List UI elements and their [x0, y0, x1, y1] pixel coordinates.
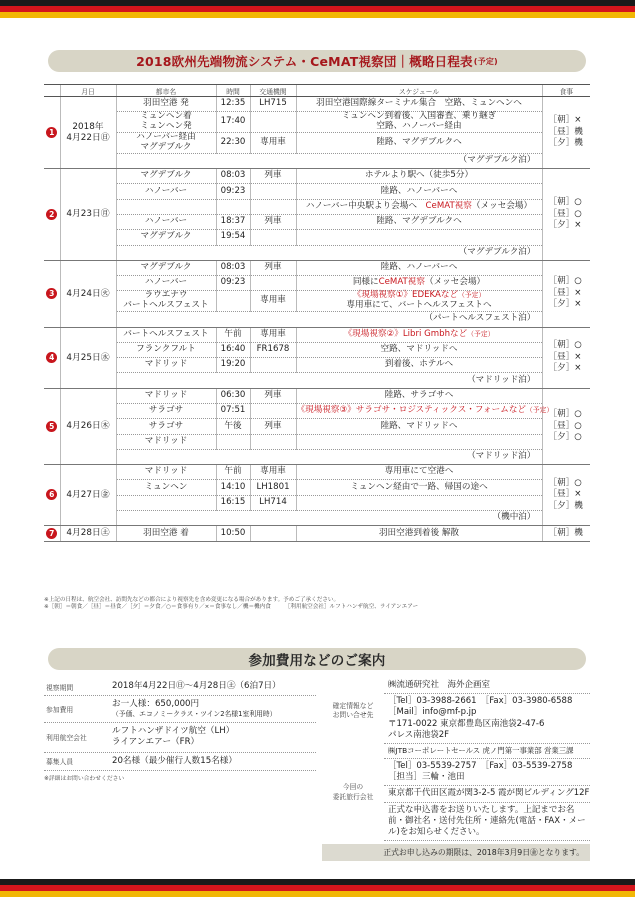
meal-line: ［夕］× — [548, 299, 582, 310]
day-number-badge: 7 — [46, 528, 57, 539]
schedule-line: 専用車にて、バートヘルスフェストへ — [346, 300, 492, 311]
transport-cell: 列車 — [250, 388, 296, 403]
transport-cell — [250, 276, 296, 291]
schedule-row — [44, 169, 590, 184]
schedule-row — [44, 495, 590, 510]
schedule-row — [44, 214, 590, 229]
time-cell: 09:23 — [216, 276, 250, 291]
time-cell: 午前 — [216, 327, 250, 342]
city-cell: マドリッド — [116, 434, 216, 449]
city-cell: マグデブルク — [116, 230, 216, 245]
agency-label-text: 今回の 委託旅行会社 — [332, 783, 374, 801]
note-line: ※上記の日程は、航空会社、訪問先などの都合により視察先を含め変更になる場合があります。予めご了承ください。 — [44, 597, 340, 603]
contact-address-1: 〒171-0022 東京都豊島区南池袋2-47-6 — [388, 718, 545, 729]
header-time: 時間 — [216, 85, 250, 97]
transport-cell: 列車 — [250, 419, 296, 434]
section2-title-banner — [48, 648, 586, 670]
schedule-text: Libri Gmbhなど — [402, 328, 468, 339]
day-number-cell — [44, 169, 60, 261]
day-number-cell — [44, 526, 60, 541]
meal-line: ［朝］○ — [548, 409, 582, 420]
date-cell — [60, 97, 116, 169]
stay-row — [44, 373, 590, 388]
schedule-cell — [296, 230, 542, 245]
day-number-badge: 3 — [46, 288, 57, 299]
contact-tel-fax: ［Tel］03-3988-2661 ［Fax］03-3980-6588 — [388, 696, 573, 707]
contact-block — [322, 678, 590, 744]
airline-1: ルフトハンザドイツ航空（LH） — [112, 726, 235, 737]
agency-tel-fax: ［Tel］03-5539-2757 ［Fax］03-5539-2758 — [388, 760, 573, 771]
transport-cell — [250, 434, 296, 449]
schedule-highlight: 《現場視察③》 — [296, 405, 356, 416]
schedule-text: EDEKAなど — [412, 290, 459, 301]
time-cell: 12:35 — [216, 97, 250, 112]
schedule-text: サラゴサ・ロジスティックス・フォームなど — [355, 405, 527, 416]
date-line: 4月28日㊏ — [66, 528, 110, 539]
schedule-cell: 羽田空港到着後 解散 — [296, 526, 542, 541]
schedule-cell: 専用車にて空港へ — [296, 465, 542, 480]
fee-main: お一人様：650,000円 — [112, 699, 200, 710]
date-line: 4月25日㊌ — [66, 352, 110, 363]
transport-cell: 列車 — [250, 260, 296, 275]
schedule-cell — [296, 291, 542, 312]
meal-line: ［昼］○ — [548, 208, 582, 219]
contact-mail[interactable]: ［Mail］info@mf-p.jp — [388, 707, 477, 718]
meal-line: ［朝］機 — [548, 527, 583, 538]
schedule-row — [44, 480, 590, 495]
time-cell: 08:03 — [216, 169, 250, 184]
city-cell: サラゴサ — [116, 419, 216, 434]
date-cell — [60, 260, 116, 327]
schedule-notes — [44, 597, 418, 612]
city-cell: 羽田空港 発 — [116, 97, 216, 112]
airline-2: ライアンエアー（FR） — [112, 737, 200, 748]
schedule-line — [297, 278, 542, 288]
meal-line: ［夕］× — [548, 363, 582, 374]
schedule-cell: 陸路、ハノーバーへ — [296, 260, 542, 275]
time-cell: 16:15 — [216, 495, 250, 510]
schedule-row — [44, 260, 590, 275]
date-cell — [60, 388, 116, 464]
city-cell: ラウエナウ バートヘルスフェスト — [116, 291, 216, 312]
meal-line: ［夕］○ — [548, 432, 582, 443]
schedule-highlight: CeMAT視察 — [425, 200, 472, 211]
schedule-text: ハノーバー中央駅より会場へ — [305, 200, 426, 211]
date-line: 4月23日㊊ — [66, 209, 110, 220]
day-number-badge: 6 — [46, 489, 57, 500]
info-left — [44, 678, 316, 782]
meal-line: ［朝］○ — [548, 477, 582, 488]
contact-label — [322, 678, 384, 744]
city-cell: ハノーバー経由 マグデブルク — [116, 133, 216, 154]
schedule-note: （予定） — [467, 329, 495, 338]
info-label: 募集人員 — [46, 758, 74, 767]
info-value — [106, 723, 316, 751]
time-cell — [216, 434, 250, 449]
info-label: 利用航空会社 — [46, 734, 87, 743]
city-cell: ハノーバー — [116, 214, 216, 229]
schedule-title-suffix: (予定) — [473, 56, 498, 66]
time-cell: 16:40 — [216, 342, 250, 357]
schedule-cell: 到着後、ホテルへ — [296, 358, 542, 373]
schedule-title-banner — [48, 50, 586, 72]
date-cell — [60, 169, 116, 261]
transport-cell: LH715 — [250, 97, 296, 112]
schedule-cell: ミュンヘン経由で一路、帰国の途へ — [296, 480, 542, 495]
agency-description: 正式な申込書をお送りいたします。上記までお名前・御社名・送付先住所・連絡先(電話・FAX・メール)をお知らせください。 — [384, 803, 590, 842]
schedule-cell — [296, 327, 542, 342]
agency-staff: ［担当］三輪・池田 — [388, 772, 465, 783]
schedule-row — [44, 291, 590, 312]
fee-sub: （予価、エコノミークラス・ツイン2名様1室利用時） — [112, 710, 277, 719]
agency-org: ㈱JTBコーポレートセールス 虎ノ門第一事業部 営業三課 — [384, 744, 590, 759]
transport-cell — [250, 184, 296, 199]
transport-cell: 専用車 — [250, 465, 296, 480]
schedule-cell: 空路、マドリッドへ — [296, 342, 542, 357]
city-cell: 羽田空港 着 — [116, 526, 216, 541]
info-row-airline — [44, 723, 316, 752]
date-line: 2018年 — [72, 122, 104, 133]
schedule-row — [44, 199, 590, 214]
agency-address: 東京都千代田区霞が関3-2-5 霞が関ビルディング12F — [384, 786, 590, 802]
info-label: 参加費用 — [46, 706, 74, 715]
schedule-cell: ホテルより駅へ（徒歩5分） — [296, 169, 542, 184]
schedule-text: （メッセ会場） — [471, 200, 533, 211]
time-cell: 19:20 — [216, 358, 250, 373]
info-right — [322, 678, 590, 861]
day-number-cell — [44, 97, 60, 169]
header-city: 都市名 — [116, 85, 216, 97]
date-cell — [60, 465, 116, 526]
info-row-period — [44, 678, 316, 696]
day-number-badge: 5 — [46, 421, 57, 432]
schedule-cell — [296, 434, 542, 449]
date-cell — [60, 327, 116, 388]
agency-details — [384, 759, 590, 786]
flag-stripes-top — [0, 0, 635, 18]
schedule-row — [44, 419, 590, 434]
header-meals: 食事 — [542, 85, 590, 97]
meal-line: ［昼］機 — [548, 126, 583, 137]
time-cell: 07:51 — [216, 404, 250, 419]
info-row-capacity — [44, 753, 316, 771]
transport-cell — [250, 526, 296, 541]
meals-cell — [542, 169, 590, 261]
time-cell — [216, 199, 250, 214]
city-cell: ハノーバー — [116, 276, 216, 291]
header-transport: 交通機関 — [250, 85, 296, 97]
time-cell: 17:40 — [216, 112, 250, 133]
transport-cell: LH1801 — [250, 480, 296, 495]
schedule-cell: 陸路、マグデブルクへ — [296, 214, 542, 229]
meal-line: ［夕］機 — [548, 501, 583, 512]
time-cell: 22:30 — [216, 133, 250, 154]
date-line: 4月22日㊐ — [66, 132, 110, 143]
schedule-cell: 陸路、マドリッドへ — [296, 419, 542, 434]
info-value: 2018年4月22日㊐〜4月28日㊏（6泊7日） — [112, 681, 281, 691]
stay-row — [44, 245, 590, 260]
meal-line: ［夕］× — [548, 220, 582, 231]
time-cell: 10:50 — [216, 526, 250, 541]
city-cell: マグデブルク — [116, 260, 216, 275]
meal-line: ［昼］× — [548, 489, 582, 500]
city-cell: バートヘルスフェスト — [116, 327, 216, 342]
header-date: 月日 — [60, 85, 116, 97]
stay-cell: （マグデブルク泊） — [116, 153, 542, 168]
schedule-highlight: 《現場視察②》 — [343, 328, 403, 339]
schedule-row — [44, 327, 590, 342]
schedule-row — [44, 133, 590, 154]
agency-block — [322, 744, 590, 841]
note-line: ※［朝］＝朝食／［昼］＝昼食／［夕］＝夕食／○＝食事有り／×＝食事なし／機＝機内食 ［利用航空会社］ルフトハンザ航空、ライアンエアー — [44, 604, 419, 611]
meals-cell — [542, 526, 590, 541]
city-cell: マドリッド — [116, 358, 216, 373]
day-number-cell — [44, 327, 60, 388]
meal-line: ［昼］○ — [548, 420, 582, 431]
stay-cell: （パートヘルスフェスト泊） — [116, 312, 542, 327]
stay-cell: （マドリッド泊） — [116, 449, 542, 464]
transport-cell — [250, 404, 296, 419]
date-line: 4月26日㊍ — [66, 421, 110, 432]
section2-title: 参加費用などのご案内 — [248, 653, 386, 669]
schedule-row — [44, 97, 590, 112]
time-cell: 午後 — [216, 419, 250, 434]
schedule-line — [296, 405, 554, 416]
meals-cell — [542, 260, 590, 327]
city-cell — [116, 199, 216, 214]
schedule-row — [44, 276, 590, 291]
schedule-cell: 陸路、ハノーバーへ — [296, 184, 542, 199]
time-cell: 19:54 — [216, 230, 250, 245]
info-left-note: ※詳細はお問い合わせください — [44, 775, 125, 782]
transport-cell — [250, 112, 296, 133]
meal-line: ［朝］× — [548, 115, 582, 126]
schedule-cell — [296, 404, 554, 419]
meal-line: ［昼］× — [548, 287, 582, 298]
day-number-cell — [44, 465, 60, 526]
header-schedule: スケジュール — [296, 85, 542, 97]
meal-line: ［朝］○ — [548, 276, 582, 287]
transport-cell: FR1678 — [250, 342, 296, 357]
transport-cell: 専用車 — [250, 327, 296, 342]
schedule-row — [44, 342, 590, 357]
schedule-cell: 陸路、サラゴサへ — [296, 388, 542, 403]
transport-cell — [250, 358, 296, 373]
info-label: 視察期間 — [46, 683, 74, 692]
city-cell: マグデブルク — [116, 169, 216, 184]
contact-org: ㈱流通研究社 海外企画室 — [384, 678, 590, 694]
schedule-cell: ミュンヘン到着後、入国審査、乗り継ぎ 空路、ハノーバー経由 — [296, 112, 542, 133]
schedule-note: （予定） — [526, 406, 554, 415]
info-value: 20名様（最少催行人数15名様） — [112, 755, 237, 766]
meal-line: ［夕］機 — [548, 138, 583, 149]
schedule-row — [44, 434, 590, 449]
city-cell: ハノーバー — [116, 184, 216, 199]
header-num — [44, 85, 60, 97]
info-row-fee — [44, 696, 316, 723]
schedule-row — [44, 526, 590, 541]
time-cell: 午前 — [216, 465, 250, 480]
schedule-row — [44, 230, 590, 245]
time-cell: 08:03 — [216, 260, 250, 275]
contact-details — [384, 694, 590, 744]
city-cell — [116, 495, 216, 510]
city-cell: ミュンヘン着 ミュンヘン発 — [116, 112, 216, 133]
stay-row — [44, 312, 590, 327]
transport-cell: 列車 — [250, 169, 296, 184]
day-number-badge: 2 — [46, 209, 57, 220]
contact-address-2: パレス南池袋2F — [388, 729, 450, 740]
transport-cell: LH714 — [250, 495, 296, 510]
flag-stripes-bottom — [0, 879, 635, 897]
time-cell: 06:30 — [216, 388, 250, 403]
schedule-highlight: 《現場視察①》 — [352, 290, 413, 301]
schedule-highlight: CeMAT視察 — [378, 277, 425, 288]
stay-cell: （マドリッド泊） — [116, 373, 542, 388]
time-cell — [216, 291, 250, 312]
schedule-cell: 羽田空港国際線ターミナル集合 空路、ミュンヘンへ — [296, 97, 542, 112]
time-cell: 18:37 — [216, 214, 250, 229]
schedule-row — [44, 184, 590, 199]
date-cell — [60, 526, 116, 541]
schedule-note: （予定） — [458, 291, 486, 300]
schedule-row — [44, 358, 590, 373]
time-cell: 14:10 — [216, 480, 250, 495]
schedule-table — [44, 84, 590, 542]
stay-row — [44, 153, 590, 168]
transport-cell — [250, 199, 296, 214]
day-number-cell — [44, 260, 60, 327]
schedule-text: （メッセ会場） — [424, 277, 486, 288]
transport-cell: 列車 — [250, 214, 296, 229]
time-cell: 09:23 — [216, 184, 250, 199]
stay-cell: （機中泊） — [116, 511, 542, 526]
contact-label-text: 確定情報など お問い合せ先 — [332, 701, 374, 720]
city-cell: フランクフルト — [116, 342, 216, 357]
city-cell: ミュンヘン — [116, 480, 216, 495]
date-line: 4月27日㊎ — [66, 490, 110, 501]
schedule-title: 2018欧州先端物流システム・CeMAT視察団｜概略日程表 — [136, 54, 473, 69]
meals-cell — [542, 465, 590, 526]
date-line: 4月24日㊋ — [66, 288, 110, 299]
stay-row — [44, 449, 590, 464]
schedule-row — [44, 112, 590, 133]
day-number-badge: 1 — [46, 127, 57, 138]
schedule-row — [44, 404, 590, 419]
transport-cell: 専用車 — [250, 291, 296, 312]
meal-line: ［朝］○ — [548, 340, 582, 351]
stay-row — [44, 511, 590, 526]
schedule-text: 同様に — [352, 277, 379, 288]
city-cell: サラゴサ — [116, 404, 216, 419]
city-cell: マドリッド — [116, 388, 216, 403]
info-value — [106, 696, 316, 722]
agency-label — [322, 744, 384, 841]
meals-cell — [542, 327, 590, 388]
transport-cell: 専用車 — [250, 133, 296, 154]
schedule-cell — [296, 276, 542, 291]
schedule-line — [297, 330, 542, 340]
schedule-row — [44, 388, 590, 403]
meal-line: ［朝］○ — [548, 197, 582, 208]
meals-cell — [542, 97, 590, 169]
schedule-row — [44, 465, 590, 480]
day-number-cell — [44, 388, 60, 464]
schedule-cell: 陸路、マグデブルクへ — [296, 133, 542, 154]
meal-line: ［昼］× — [548, 351, 582, 362]
schedule-cell — [296, 495, 542, 510]
stay-cell: （マグデブルク泊） — [116, 245, 542, 260]
day-number-badge: 4 — [46, 352, 57, 363]
city-cell: マドリッド — [116, 465, 216, 480]
schedule-line — [297, 202, 542, 212]
deadline-notice: 正式お申し込みの期限は、2018年3月9日㊎となります。 — [322, 844, 590, 861]
meals-cell — [542, 388, 590, 464]
transport-cell — [250, 230, 296, 245]
schedule-cell — [296, 199, 542, 214]
